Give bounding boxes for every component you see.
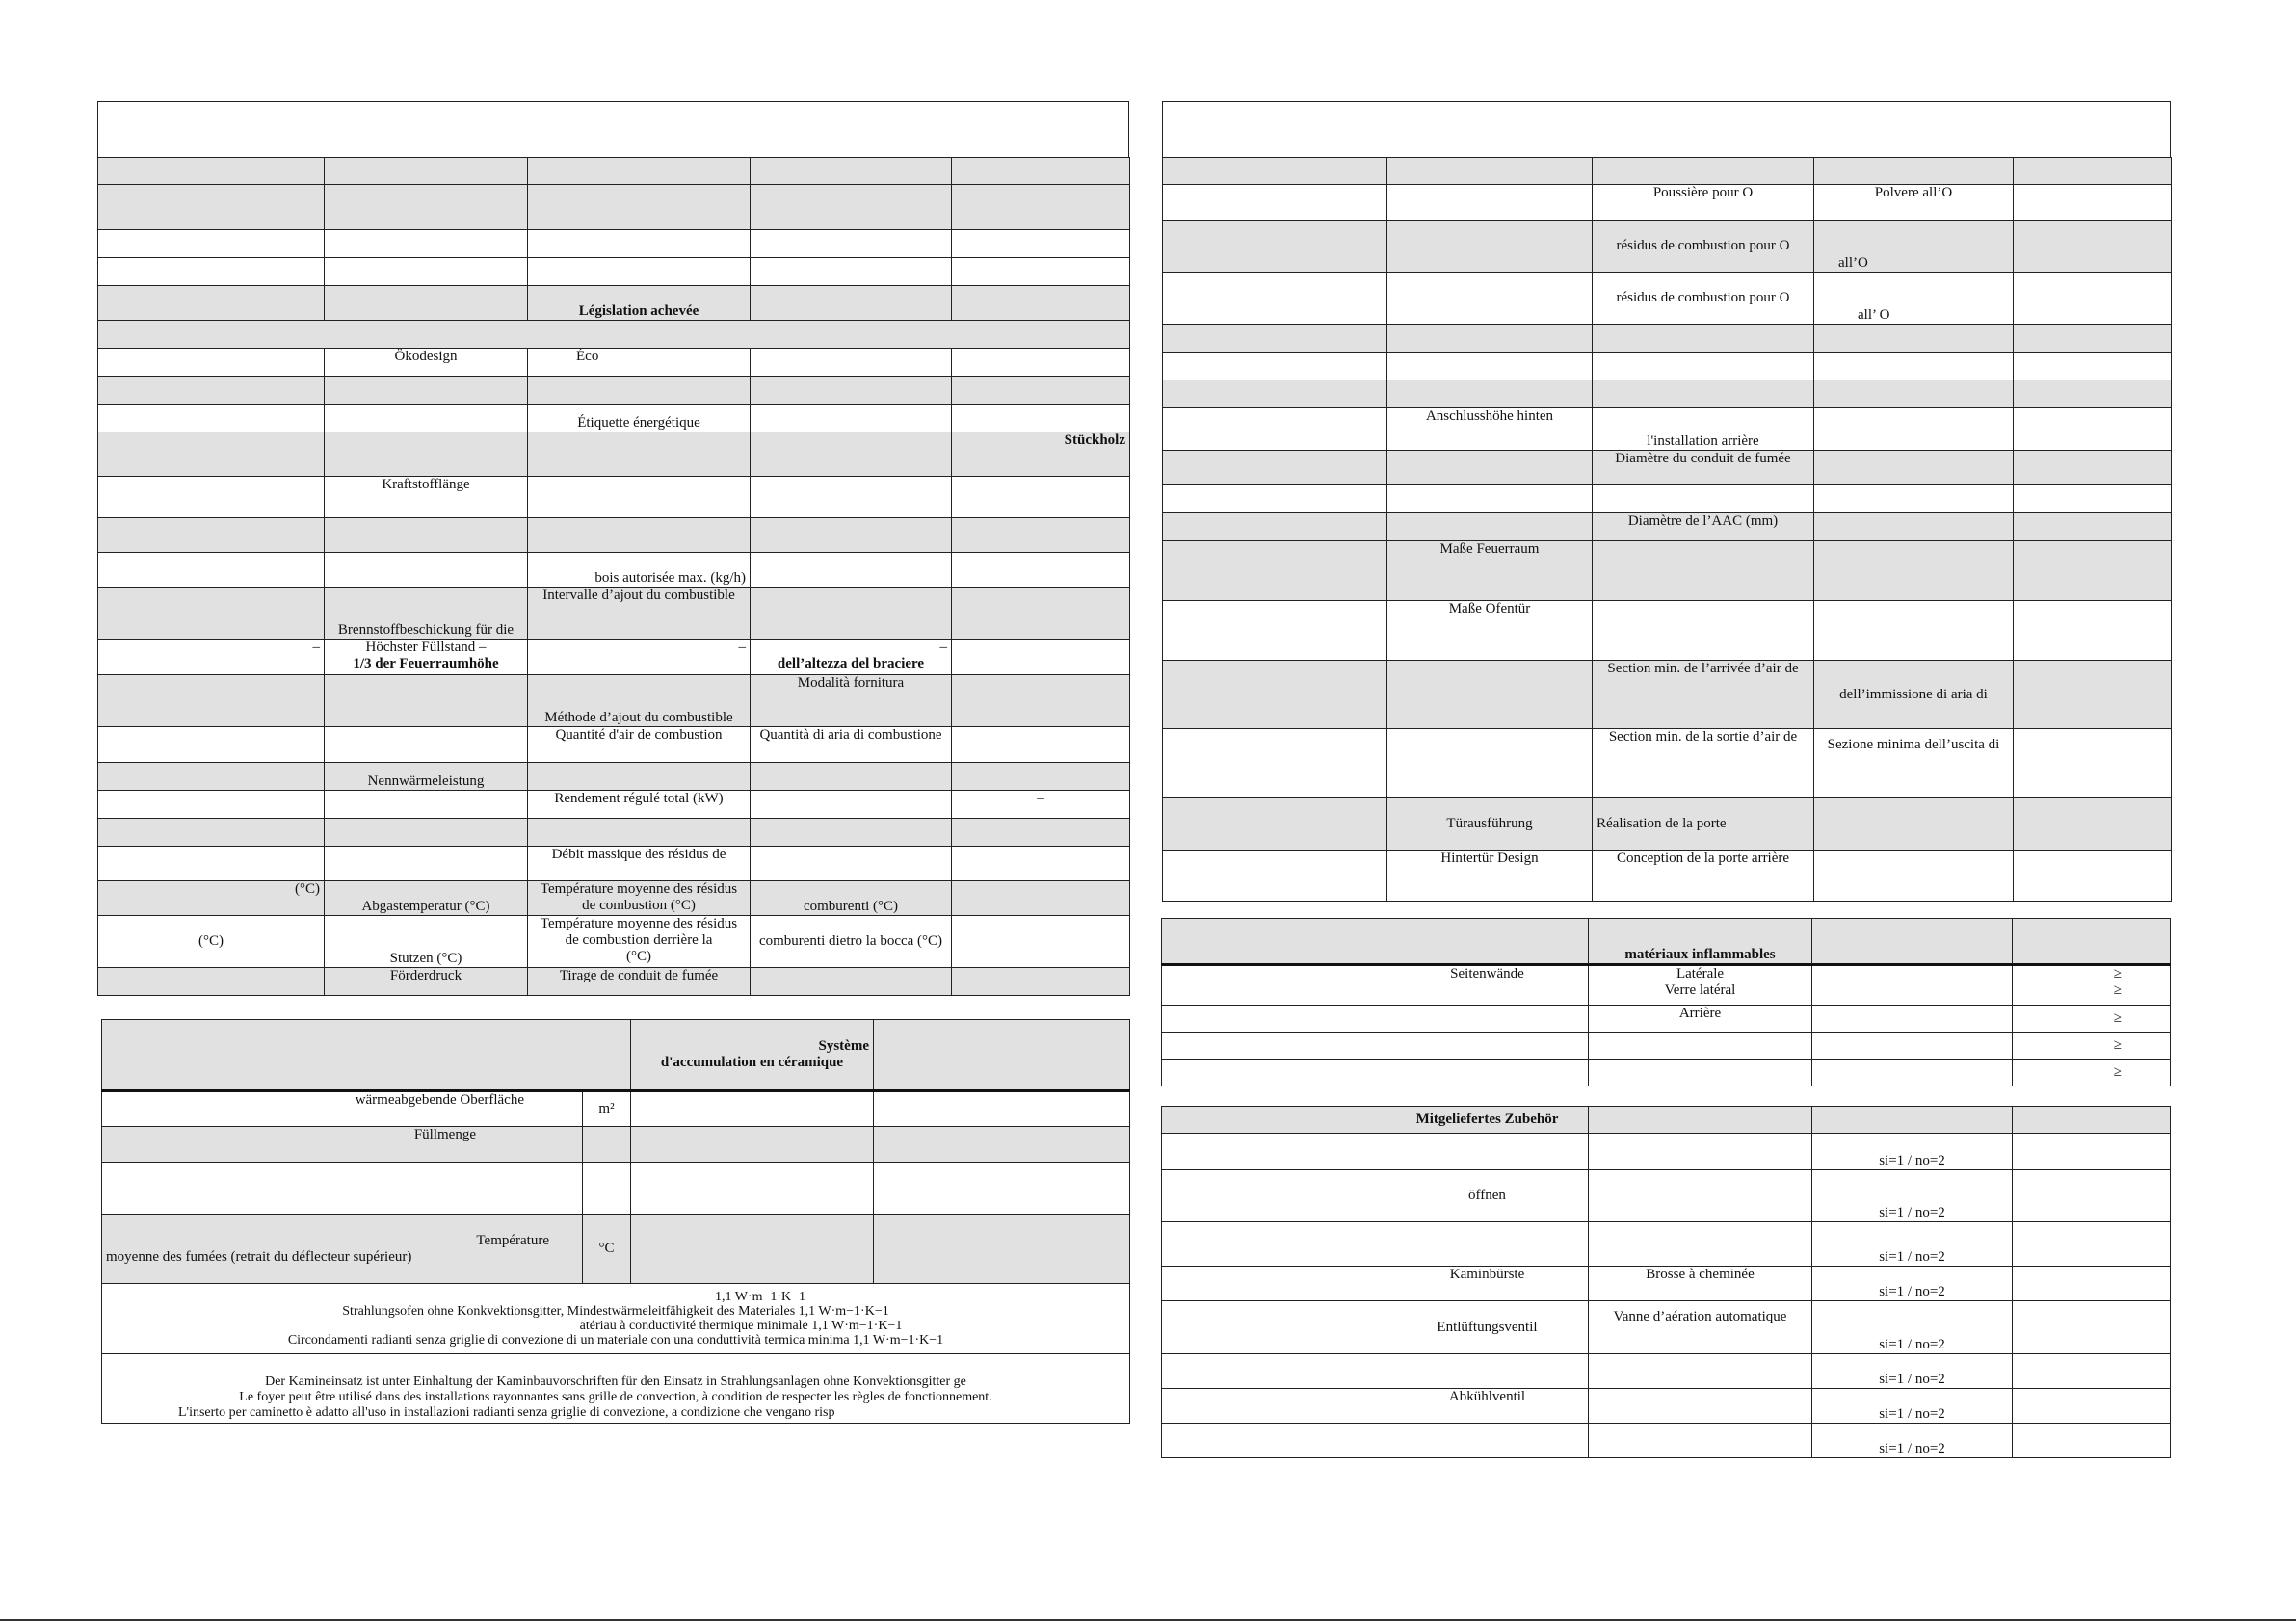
temp-fumes-fr-2: moyenne des fumées (retrait du déflecteur supérieur) xyxy=(106,1248,412,1265)
fuel-feed-de: Brennstoffbeschickung für die xyxy=(325,588,528,640)
method-it: Modalità fornitura xyxy=(751,675,952,727)
sidewalls-de: Seitenwände xyxy=(1386,965,1589,1006)
level-it: dell’altezza del braciere xyxy=(777,656,925,671)
left-spec-table xyxy=(97,157,1130,996)
residue1-fr: résidus de combustion pour O xyxy=(1593,221,1814,273)
surface-de: wärmeabgebende Oberfläche xyxy=(102,1091,583,1127)
fuel-interval-fr: Intervalle d’ajout du combustible xyxy=(528,588,751,640)
flammable-table xyxy=(1161,918,2171,1086)
stub-unit: (°C) xyxy=(98,916,325,968)
yesno-3: si=1 / no=2 xyxy=(1812,1222,2013,1267)
ge-sign-5: ≥ xyxy=(2013,1060,2171,1086)
accessories-table xyxy=(1161,1106,2171,1458)
ecodesign-fr: Éco xyxy=(528,349,751,377)
side-glass-fr: Verre latéral xyxy=(1664,982,1736,998)
dust-fr: Poussière pour O xyxy=(1593,185,1814,221)
fuel-length-de: Kraftstofflänge xyxy=(325,477,528,518)
accumulation-header-1: Système xyxy=(818,1038,869,1054)
yesno-7: si=1 / no=2 xyxy=(1812,1389,2013,1424)
vent-fr: Vanne d’aération automatique xyxy=(1589,1301,1812,1354)
temp-fr: Température moyenne des résidus de combustion (°C) xyxy=(528,881,751,916)
cool-de: Abkühlventil xyxy=(1386,1389,1589,1424)
ge-sign-4: ≥ xyxy=(2013,1033,2171,1060)
yesno-6: si=1 / no=2 xyxy=(1812,1354,2013,1389)
temp-fumes-fr-1: Température xyxy=(476,1232,549,1248)
temp-de: Abgastemperatur (°C) xyxy=(325,881,528,916)
ge-sign-2: ≥ xyxy=(2113,982,2122,998)
right-header-box xyxy=(1162,101,2171,158)
stub-de: Stutzen (°C) xyxy=(325,916,528,968)
fill-de: Füllmenge xyxy=(102,1127,583,1163)
wood-label: Stückholz xyxy=(952,432,1130,477)
note-2: Strahlungsofen ohne Konkvektionsgitter, Mindestwärmeleitfähigkeit des Materiales 1,1 W·m−1·K−1 xyxy=(342,1304,889,1319)
air-out-fr: Section min. de la sortie d’air de xyxy=(1593,729,1814,798)
air-in-it: dell’immissione di aria di xyxy=(1814,661,2014,729)
residue1-it: all’O xyxy=(1814,221,2014,273)
firebox-de: Maße Feuerraum xyxy=(1387,541,1593,601)
stub-fr-1: Température moyenne des résidus xyxy=(540,916,738,931)
draft-de: Förderdruck xyxy=(325,968,528,996)
draft-fr: Tirage de conduit de fumée xyxy=(528,968,751,996)
level-dash-1: – xyxy=(98,640,325,675)
temp-unit: (°C) xyxy=(98,881,325,916)
ge-sign-3: ≥ xyxy=(2013,1006,2171,1033)
rear-height-de: Anschlusshöhe hinten xyxy=(1387,408,1593,451)
dust-it: Polvere all’O xyxy=(1814,185,2014,221)
rear-door-fr: Conception de la porte arrière xyxy=(1593,851,1814,902)
accumulation-header-2: d'accumulation en céramique xyxy=(660,1055,844,1070)
stub-fr-3: (°C) xyxy=(626,949,651,964)
air-it: Quantità di aria di combustione xyxy=(751,727,952,763)
page-bottom-divider xyxy=(0,1619,2296,1621)
vent-de: Entlüftungsventil xyxy=(1386,1301,1589,1354)
efficiency-dash: – xyxy=(952,791,1130,819)
air-out-it: Sezione minima dell’uscita di xyxy=(1814,729,2014,798)
residue2-it: all’ O xyxy=(1814,273,2014,325)
efficiency-fr: Rendement régulé total (kW) xyxy=(528,791,751,819)
yesno-1: si=1 / no=2 xyxy=(1812,1134,2013,1170)
accessories-header: Mitgeliefertes Zubehör xyxy=(1386,1107,1589,1134)
yesno-8: si=1 / no=2 xyxy=(1812,1424,2013,1458)
open-de: öffnen xyxy=(1386,1170,1589,1222)
level-dash-3: – xyxy=(939,640,947,655)
door-exec-fr: Réalisation de la porte xyxy=(1593,798,1814,851)
yesno-2: si=1 / no=2 xyxy=(1812,1170,2013,1222)
note-4: Circondamenti radianti senza griglie di convezione di un materiale con una conduttività termica minima 1,1 W·m−1·K−1 xyxy=(287,1333,944,1348)
foot-3: L'inserto per caminetto è adatto all'uso in installazioni radianti senza griglie di convezione, a condizione che vengano risp xyxy=(178,1405,835,1420)
foot-2: Le foyer peut être utilisé dans des installations rayonnantes sans grille de convection, à condition de respecter les règles de fonctionnement. xyxy=(239,1390,992,1404)
brush-de: Kaminbürste xyxy=(1386,1267,1589,1301)
surface-unit: m² xyxy=(583,1091,631,1127)
level-de-1: Höchster Füllstand – xyxy=(365,640,487,655)
rear-fr: Arrière xyxy=(1589,1006,1812,1033)
aac-diam-fr: Diamètre de l’AAC (mm) xyxy=(1593,513,1814,541)
flammable-header: matériaux inflammables xyxy=(1589,919,1812,965)
note-3: atériau à conductivité thermique minimale 1,1 W·m−1·K−1 xyxy=(579,1319,903,1333)
legislation-label: Législation achevée xyxy=(528,286,751,321)
temp-fumes-unit: °C xyxy=(583,1215,631,1284)
method-fr: Méthode d’ajout du combustible xyxy=(528,675,751,727)
air-in-fr: Section min. de l’arrivée d’air de xyxy=(1593,661,1814,729)
stub-fr-2: de combustion derrière la xyxy=(565,932,713,948)
rear-install-fr: l'installation arrière xyxy=(1593,408,1814,451)
foot-1: Der Kamineinsatz ist unter Einhaltung der Kaminbauvorschriften für den Einsatz in Strahlungsanlagen ohne Konvektionsgitter ge xyxy=(265,1374,966,1389)
ecodesign-de: Ökodesign xyxy=(325,349,528,377)
stub-it: comburenti dietro la bocca (°C) xyxy=(751,916,952,968)
yesno-5: si=1 / no=2 xyxy=(1812,1301,2013,1354)
ge-sign-1: ≥ xyxy=(2113,966,2122,982)
air-fr: Quantité d'air de combustion xyxy=(528,727,751,763)
brush-fr: Brosse à cheminée xyxy=(1589,1267,1812,1301)
flue-diam-fr: Diamètre du conduit de fumée xyxy=(1593,451,1814,485)
door-de: Maße Ofentür xyxy=(1387,601,1593,661)
temp-it: comburenti (°C) xyxy=(751,881,952,916)
massflow-fr: Débit massique des résidus de xyxy=(528,847,751,881)
rear-door-de: Hintertür Design xyxy=(1387,851,1593,902)
left-header-box xyxy=(97,101,1129,158)
level-dash-2: – xyxy=(528,640,751,675)
lateral-fr: Latérale xyxy=(1676,966,1725,982)
residue2-fr: résidus de combustion pour O xyxy=(1593,273,1814,325)
level-de-2: 1/3 der Feuerraumhöhe xyxy=(353,656,499,671)
yesno-4: si=1 / no=2 xyxy=(1812,1267,2013,1301)
door-exec-de: Türausführung xyxy=(1387,798,1593,851)
nominal-de: Nennwärmeleistung xyxy=(325,763,528,791)
right-spec-table xyxy=(1162,157,2172,902)
accumulation-table xyxy=(101,1019,1130,1424)
max-wood-fr: bois autorisée max. (kg/h) xyxy=(528,553,751,588)
note-1: 1,1 W·m−1·K−1 xyxy=(714,1290,806,1304)
energy-label-fr: Étiquette énergétique xyxy=(528,405,751,432)
